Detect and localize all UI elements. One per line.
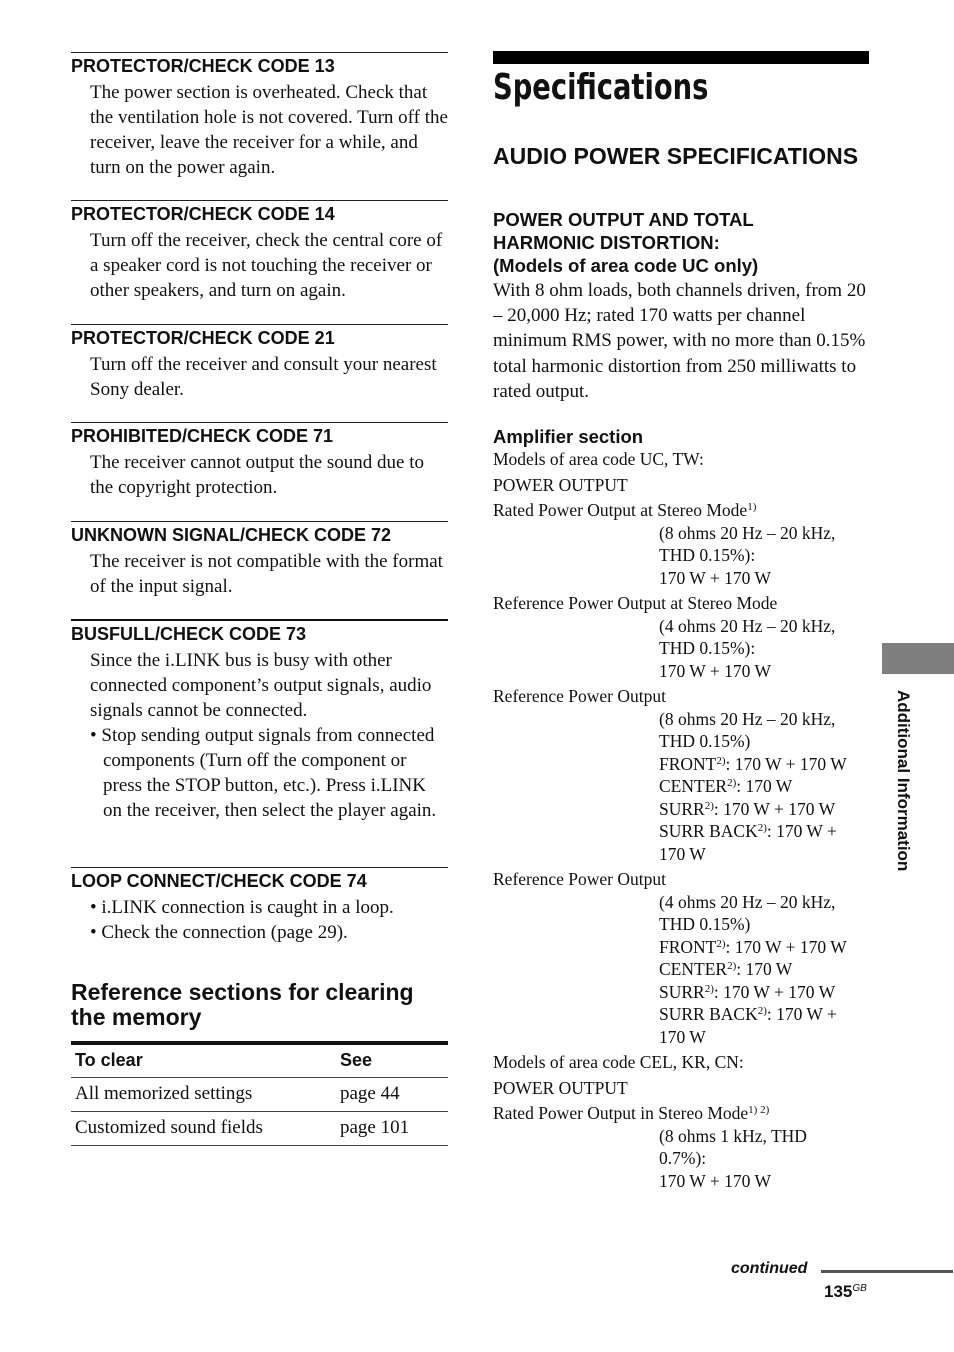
heading-line: (Models of area code UC only) (493, 255, 759, 276)
clear-memory-table (71, 1041, 448, 1146)
footnote-ref: 2) (757, 822, 767, 834)
spec-line: Models of area code CEL, KR, CN: (493, 1052, 744, 1072)
check-code-72 (71, 521, 448, 599)
footnote-ref: 2) (716, 937, 726, 950)
column-header: To clear (71, 1043, 336, 1078)
spec-line (493, 499, 873, 522)
spec-line: 170 W + 170 W (659, 1170, 771, 1191)
check-code-74 (71, 867, 448, 945)
check-code-body (71, 895, 448, 945)
table-row (71, 1112, 448, 1146)
page-title: Specifications (493, 67, 709, 108)
spec-value: : 170 W + 170 W (713, 981, 836, 1002)
spec-line (493, 775, 873, 798)
check-code-73 (71, 619, 448, 823)
check-code-body (71, 648, 448, 823)
check-code-heading: PROTECTOR/CHECK CODE 13 (71, 56, 335, 76)
spec-line: 170 W (659, 1026, 706, 1047)
spec-label: CENTER (659, 776, 728, 796)
spec-label: FRONT (659, 936, 717, 957)
table-row (71, 1078, 448, 1112)
check-code-71 (71, 422, 448, 500)
spec-line: 0.7%): (659, 1148, 707, 1168)
spec-line: THD 0.15%) (659, 731, 751, 751)
footnote-ref: 2) (704, 799, 714, 812)
check-code-text: Turn off the receiver and consult your nearest Sony dealer. (90, 354, 437, 400)
spec-line: THD 0.15%) (659, 914, 751, 934)
check-code-13 (71, 52, 448, 180)
check-code-heading: BUSFULL/CHECK CODE 73 (71, 624, 307, 644)
spec-value: : 170 W + 170 W (713, 798, 836, 819)
spec-line: Reference Power Output (493, 686, 666, 706)
heading-line: HARMONIC DISTORTION: (493, 232, 720, 253)
page-number-value: 135 (824, 1282, 853, 1301)
table-cell: page 101 (336, 1112, 448, 1146)
check-code-bullet: • Check the connection (page 29). (90, 922, 348, 943)
spec-label: FRONT (659, 753, 717, 774)
spec-line (493, 820, 873, 843)
footnote-ref: 2) (716, 754, 726, 767)
spec-line (493, 798, 873, 821)
title-bar (493, 51, 869, 64)
spec-line (493, 1003, 873, 1026)
audio-power-heading: AUDIO POWER SPECIFICATIONS (493, 143, 859, 169)
check-code-heading: UNKNOWN SIGNAL/CHECK CODE 72 (71, 525, 392, 545)
spec-value: : 170 W + 170 W (725, 753, 847, 774)
continued-rule (821, 1270, 953, 1273)
spec-line: 170 W (659, 843, 706, 864)
check-code-text: The power section is overheated. Check that the ventilation hole is not covered. Turn off the receiver, leave the receiver for a while, and turn on the power again. (90, 82, 448, 178)
check-code-21 (71, 324, 448, 402)
spec-line (493, 1102, 873, 1125)
spec-label: CENTER (659, 959, 728, 979)
footnote-ref: 1) (747, 501, 757, 513)
reference-sections-heading: Reference sections for clearing the memory (71, 979, 414, 1030)
footnote-ref: 2) (757, 1005, 767, 1017)
spec-line: (4 ohms 20 Hz – 20 kHz, (659, 891, 836, 912)
page-number (824, 1282, 867, 1302)
spec-line: POWER OUTPUT (493, 474, 628, 495)
check-code-bullet: • i.LINK connection is caught in a loop. (90, 897, 394, 918)
spec-line (493, 958, 873, 981)
amplifier-section-heading: Amplifier section (493, 426, 644, 447)
spec-label: SURR (659, 798, 705, 819)
continued-label: continued (731, 1260, 808, 1277)
spec-line: (8 ohms 20 Hz – 20 kHz, (659, 522, 836, 543)
check-code-text: Turn off the receiver, check the central core of a speaker cord is not touching the receiver or other speakers, and turn on again. (90, 230, 443, 301)
spec-line: 170 W + 170 W (659, 660, 771, 681)
spec-label: Rated Power Output in Stereo Mode (493, 1103, 749, 1123)
check-code-heading: PROHIBITED/CHECK CODE 71 (71, 426, 334, 446)
spec-line (493, 936, 873, 959)
spec-label: Rated Power Output at Stereo Mode (493, 500, 748, 520)
power-intro-text: With 8 ohm loads, both channels driven, from 20 – 20,000 Hz; rated 170 watts per channel minimum RMS power, with no more than 0.15% total harmonic distortion from 250 milliwatts to rated output. (493, 280, 866, 402)
spec-line (493, 981, 873, 1004)
spec-line: Reference Power Output at Stereo Mode (493, 593, 778, 613)
table-cell: All memorized settings (71, 1078, 336, 1112)
spec-value: : 170 W (736, 959, 793, 979)
table-header-row (71, 1043, 448, 1078)
spec-value: : 170 W (736, 776, 793, 796)
column-header: See (336, 1043, 448, 1078)
power-output-heading (493, 208, 873, 277)
section-tab-marker (882, 643, 954, 674)
spec-line: 170 W + 170 W (659, 567, 771, 588)
check-code-heading: LOOP CONNECT/CHECK CODE 74 (71, 871, 367, 891)
spec-label: SURR BACK (659, 1004, 758, 1024)
spec-label: SURR (659, 981, 705, 1002)
check-code-heading: PROTECTOR/CHECK CODE 21 (71, 328, 335, 348)
spec-line: THD 0.15%): (659, 638, 756, 658)
table-cell: page 44 (336, 1078, 448, 1112)
spec-line: Reference Power Output (493, 869, 666, 889)
spec-line: (8 ohms 1 kHz, THD (659, 1125, 807, 1146)
spec-list (493, 448, 873, 1192)
spec-value: : 170 W + (766, 1004, 837, 1024)
footnote-ref: 2) (727, 960, 737, 972)
page-suffix: GB (852, 1283, 867, 1294)
spec-label: SURR BACK (659, 821, 758, 841)
spec-value: : 170 W + (766, 821, 837, 841)
check-code-text: The receiver is not compatible with the format of the input signal. (90, 551, 443, 597)
heading-line: POWER OUTPUT AND TOTAL (493, 209, 754, 230)
spec-line: THD 0.15%): (659, 545, 756, 565)
check-code-bullet: • Stop sending output signals from connected components (Turn off the component or press the STOP button, etc.). Press i.LINK on the receiver, then select the player again. (90, 725, 437, 821)
check-code-14 (71, 200, 448, 303)
footnote-ref: 2) (704, 982, 714, 995)
spec-line: (4 ohms 20 Hz – 20 kHz, (659, 615, 836, 636)
check-code-text: Since the i.LINK bus is busy with other connected component’s output signals, audio signals cannot be connected. (90, 650, 432, 721)
spec-value: : 170 W + 170 W (725, 936, 847, 957)
section-tab-text: Additional Information (894, 690, 913, 872)
check-code-text: The receiver cannot output the sound due to the copyright protection. (90, 452, 424, 498)
check-code-heading: PROTECTOR/CHECK CODE 14 (71, 204, 335, 224)
spec-line: POWER OUTPUT (493, 1077, 628, 1098)
footnote-ref: 1) 2) (748, 1104, 770, 1116)
spec-line (493, 753, 873, 776)
table-cell: Customized sound fields (71, 1112, 336, 1146)
spec-line: (8 ohms 20 Hz – 20 kHz, (659, 708, 836, 729)
spec-line: Models of area code UC, TW: (493, 449, 704, 469)
footnote-ref: 2) (727, 777, 737, 789)
section-tab-label (892, 690, 916, 920)
